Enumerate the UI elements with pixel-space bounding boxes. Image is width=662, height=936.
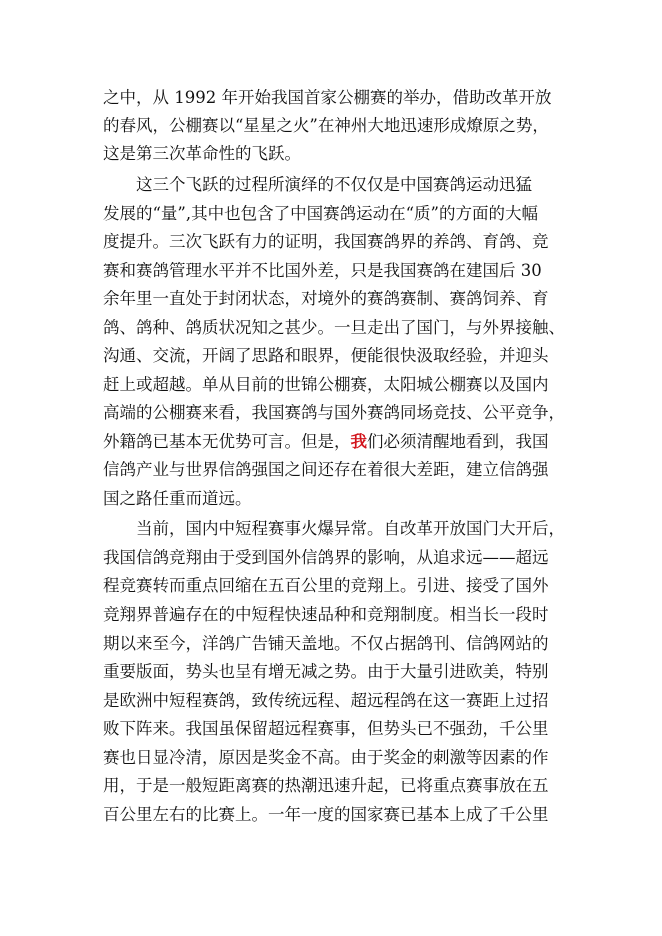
text-line: 的春风，公棚赛以“星星之火”在神州大地迅速形成燎原之势，: [103, 116, 549, 135]
highlighted-character: 我: [350, 432, 367, 451]
text-line: 鸽、鸽种、鸽质状况知之甚少。一旦走出了国门，与外界接触、: [103, 318, 565, 337]
text-line: 国之路任重而道远。: [103, 489, 252, 508]
text-line: 竞翔界普遍存在的中短程快速品种和竞翔制度。相当长一段时: [103, 605, 549, 624]
text-line: 败下阵来。我国虽保留超远程赛事，但势头已不强劲，千公里: [103, 719, 549, 738]
text-segment: 外籍鸽已基本无优势可言。但是，: [103, 432, 351, 451]
text-line: 用，于是一般短距离赛的热潮迅速升起，已将重点赛事放在五: [103, 776, 549, 795]
text-line: 发展的“量”,其中也包含了中国赛鸽运动在“质”的方面的大幅: [103, 204, 538, 223]
text-line: 赛和赛鸽管理水平并不比国外差，只是我国赛鸽在建国后 30: [103, 261, 542, 280]
text-line: 沟通、交流，开阔了思路和眼界，便能很快汲取经验，并迎头: [103, 346, 549, 365]
text-line: 赶上或超越。单从目前的世锦公棚赛，太阳城公棚赛以及国内: [103, 375, 549, 394]
paragraph-start-line: 当前，国内中短程赛事火爆异常。自改革开放国门大开后，: [136, 519, 565, 538]
text-line: 余年里一直处于封闭状态，对境外的赛鸽赛制、赛鸽饲养、育: [103, 289, 549, 308]
text-line: 高端的公棚赛来看，我国赛鸽与国外赛鸽同场竞技、公平竞争，: [103, 403, 565, 422]
text-line: 赛也日显冷清，原因是奖金不高。由于奖金的刺激等因素的作: [103, 748, 549, 767]
text-line-with-highlight: [103, 429, 583, 455]
text-line: 百公里左右的比赛上。一年一度的国家赛已基本上成了千公里: [103, 805, 549, 824]
text-line: 期以来至今，洋鸽广告铺天盖地。不仅占据鸽刊、信鸽网站的: [103, 634, 549, 653]
text-line: 信鸽产业与世界信鸽强国之间还存在着很大差距，建立信鸽强: [103, 460, 549, 479]
text-line: 之中，从 1992 年开始我国首家公棚赛的举办，借助改革开放: [103, 88, 552, 107]
text-line: 度提升。三次飞跃有力的证明，我国赛鸽界的养鸽、育鸽、竞: [103, 232, 549, 251]
text-segment: 们必须清醒地看到，我国: [367, 432, 549, 451]
text-line: 重要版面，势头也呈有增无减之势。由于大量引进欧美，特别: [103, 662, 549, 681]
text-line: 是欧洲中短程赛鸽，致传统远程、超远程鸽在这一赛距上过招: [103, 691, 549, 710]
text-line: 这是第三次革命性的飞跃。: [103, 144, 301, 163]
text-line: 我国信鸽竞翔由于受到国外信鸽界的影响，从追求远——超远: [103, 548, 549, 567]
text-line: 程竞赛转而重点回缩在五百公里的竞翔上。引进、接受了国外: [103, 576, 549, 595]
paragraph-start-line: 这三个飞跃的过程所演绎的不仅仅是中国赛鸽运动迅猛: [136, 175, 532, 194]
